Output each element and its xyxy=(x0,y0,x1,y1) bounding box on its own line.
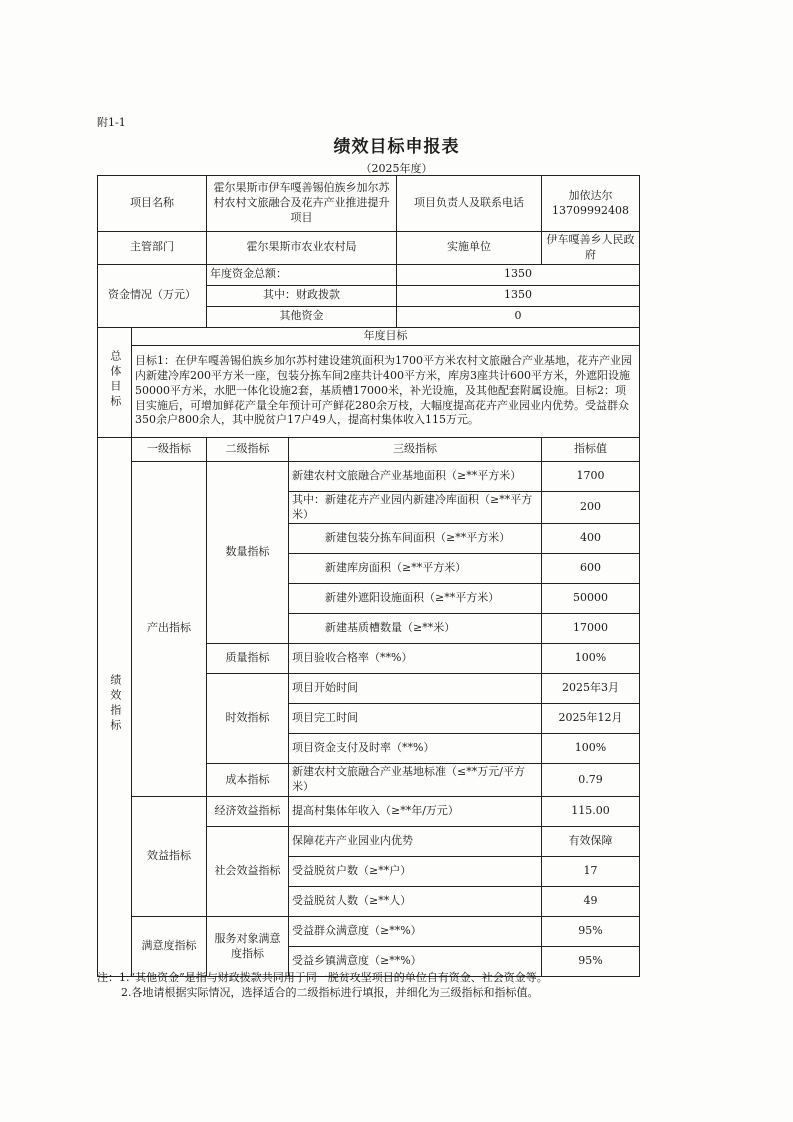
perf-label: 绩效指标 xyxy=(108,674,122,735)
indicator-value: 17 xyxy=(542,857,640,887)
indicator-name: 其中：新建花卉产业园内新建冷库面积（≥**平方米） xyxy=(289,491,542,524)
indicator-name: 受益群众满意度（≥**%） xyxy=(289,917,542,947)
service-indicator: 服务对象满意度指标 xyxy=(207,917,289,977)
quality-indicator: 质量指标 xyxy=(207,644,289,674)
indicator-name: 项目完工时间 xyxy=(289,704,542,734)
total-funds-value: 1350 xyxy=(397,264,640,285)
contact-phone: 13709992408 xyxy=(552,203,629,217)
overall-goal-label: 总体目标 xyxy=(108,349,122,410)
indicator-name: 项目开始时间 xyxy=(289,674,542,704)
impl-value: 伊车嘎善乡人民政府 xyxy=(542,232,640,265)
indicator-name: 受益脱贫户数（≥**户） xyxy=(289,857,542,887)
indicator-value: 49 xyxy=(542,887,640,917)
social-indicator: 社会效益指标 xyxy=(207,827,289,917)
indicator-name: 新建包装分拣车间面积（≥**平方米） xyxy=(289,524,542,554)
dept-label: 主管部门 xyxy=(98,232,207,265)
fiscal-funds-value: 1350 xyxy=(397,285,640,306)
indicator-value: 100% xyxy=(542,644,640,674)
indicator-value: 100% xyxy=(542,734,640,764)
indicator-value: 200 xyxy=(542,491,640,524)
economic-indicator: 经济效益指标 xyxy=(207,797,289,827)
indicator-value: 600 xyxy=(542,554,640,584)
annual-goal-text: 目标1：在伊车嘎善锡伯族乡加尔苏村建设建筑面积为1700平方米农村文旅融合产业基地，花卉产业园内新建冷库200平方米一座，包装分拣车间2座共计400平方米，库房3座共计600平方米，外遮阳设施50000平方米，水肥一体化设施2套，基质槽17000米，补光设施，及其他配套附属设施。目标2：项目实施后，可增加鲜花产量全年预计可产鲜花280余万枝，大幅度提高花卉产业园业内优势。受益群众350余户800余人，其中脱贫户17户49人，提高村集体收入115万元。 xyxy=(132,345,640,437)
col-value: 指标值 xyxy=(542,437,640,461)
indicator-name: 新建基质槽数量（≥**米） xyxy=(289,614,542,644)
note-2: 2.各地请根据实际情况，选择适合的二级指标进行填报，并细化为三级指标和指标值。 xyxy=(121,986,539,1000)
total-funds-label: 年度资金总额： xyxy=(207,264,397,285)
indicator-value: 115.00 xyxy=(542,797,640,827)
indicator-name: 受益乡镇满意度（≥**%） xyxy=(289,947,542,977)
indicator-name: 受益脱贫人数（≥**人） xyxy=(289,887,542,917)
contact-label: 项目负责人及联系电话 xyxy=(397,176,542,232)
perf-side xyxy=(98,437,132,976)
col-level2: 二级指标 xyxy=(207,437,289,461)
indicator-name: 新建农村文旅融合产业基地面积（≥**平方米） xyxy=(289,461,542,491)
annex-label: 附1-1 xyxy=(97,116,126,129)
indicator-value: 95% xyxy=(542,917,640,947)
indicator-name: 保障花卉产业园业内优势 xyxy=(289,827,542,857)
cost-indicator: 成本指标 xyxy=(207,764,289,797)
other-funds-label: 其他资金 xyxy=(207,306,397,327)
contact-name: 加依达尔 xyxy=(568,188,613,202)
annual-goal-header: 年度目标 xyxy=(132,327,640,345)
indicator-value: 2025年12月 xyxy=(542,704,640,734)
project-name-label: 项目名称 xyxy=(98,176,207,232)
note-1: 注：1.“其他资金”是指与财政拨款共同用于同一脱贫攻坚项目的单位自有资金、社会资金等。 xyxy=(97,971,548,984)
contact-cell xyxy=(542,176,640,232)
output-indicator: 产出指标 xyxy=(132,461,207,796)
indicator-name: 新建外遮阳设施面积（≥**平方米） xyxy=(289,584,542,614)
fiscal-funds-label: 其中：财政拨款 xyxy=(207,285,397,306)
other-funds-value: 0 xyxy=(397,306,640,327)
indicator-value: 2025年3月 xyxy=(542,674,640,704)
impl-label: 实施单位 xyxy=(397,232,542,265)
indicator-name: 新建农村文旅融合产业基地标准（≤**万元/平方米） xyxy=(289,764,542,797)
indicator-value: 有效保障 xyxy=(542,827,640,857)
project-name: 霍尔果斯市伊车嘎善锡伯族乡加尔苏村农村文旅融合及花卉产业推进提升项目 xyxy=(207,176,397,232)
performance-table xyxy=(97,175,640,977)
indicator-name: 新建库房面积（≥**平方米） xyxy=(289,554,542,584)
funds-label: 资金情况（万元） xyxy=(98,264,207,327)
indicator-value: 1700 xyxy=(542,461,640,491)
year-label: （2025年度） xyxy=(360,162,433,175)
indicator-value: 0.79 xyxy=(542,764,640,797)
indicator-name: 项目资金支付及时率（**%） xyxy=(289,734,542,764)
col-level1: 一级指标 xyxy=(132,437,207,461)
page-title: 绩效目标申报表 xyxy=(333,137,460,157)
indicator-name: 提高村集体年收入（≥**年/万元） xyxy=(289,797,542,827)
overall-goal-side xyxy=(98,327,132,437)
quantity-indicator: 数量指标 xyxy=(207,461,289,644)
indicator-name: 项目验收合格率（**%） xyxy=(289,644,542,674)
benefit-indicator: 效益指标 xyxy=(132,797,207,917)
indicator-value: 17000 xyxy=(542,614,640,644)
timeliness-indicator: 时效指标 xyxy=(207,674,289,764)
col-level3: 三级指标 xyxy=(289,437,542,461)
notes xyxy=(97,970,548,1001)
indicator-value: 400 xyxy=(542,524,640,554)
satisfaction-indicator: 满意度指标 xyxy=(132,917,207,977)
indicator-value: 95% xyxy=(542,947,640,977)
indicator-value: 50000 xyxy=(542,584,640,614)
dept-value: 霍尔果斯市农业农村局 xyxy=(207,232,397,265)
